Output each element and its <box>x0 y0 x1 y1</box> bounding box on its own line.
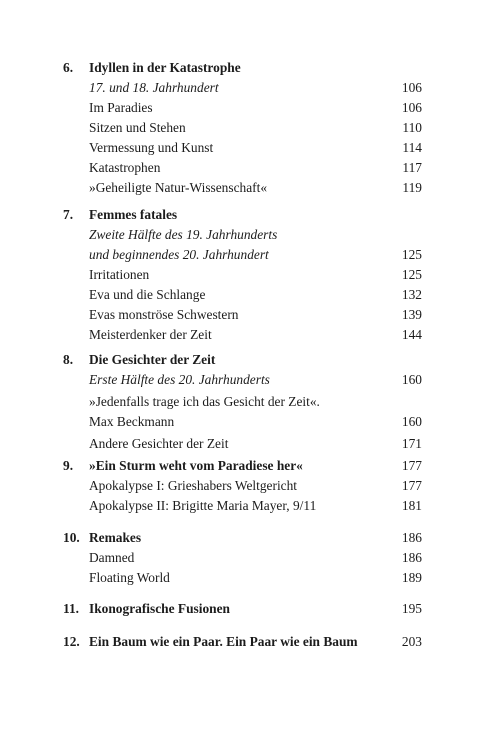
entry-title: Sitzen und Stehen <box>89 120 186 135</box>
page-number: 171 <box>401 436 422 451</box>
page-number: 125 <box>401 267 422 282</box>
chapter-number: 8. <box>63 352 74 367</box>
toc-entry[interactable] <box>0 285 493 305</box>
entry-subtitle: 17. und 18. Jahrhundert <box>89 80 219 95</box>
entry-title: Apokalypse I: Grieshabers Weltgericht <box>89 478 298 493</box>
toc-entry[interactable] <box>0 265 493 285</box>
entry-title: Meisterdenker der Zeit <box>89 327 212 342</box>
chapter-8 <box>0 350 493 454</box>
entry-title: Irritationen <box>89 267 150 282</box>
chapter-number: 6. <box>63 60 74 75</box>
entry-title: Evas monströse Schwestern <box>89 307 239 322</box>
entry-title: Apokalypse II: Brigitte Maria Mayer, 9/11 <box>89 498 317 513</box>
chapter-heading <box>0 58 493 78</box>
entry-subtitle: Zweite Hälfte des 19. Jahrhunderts <box>89 227 278 242</box>
page-number: 177 <box>401 458 422 473</box>
page-number: 186 <box>401 550 422 565</box>
chapter-6 <box>0 58 493 198</box>
toc-entry[interactable] <box>0 178 493 198</box>
chapter-title: Idyllen in der Katastrophe <box>89 60 241 75</box>
entry-title: Damned <box>89 550 135 565</box>
toc-entry[interactable] <box>0 245 493 265</box>
chapter-number: 7. <box>63 207 74 222</box>
toc-entry[interactable] <box>0 434 493 454</box>
toc-entry[interactable] <box>0 78 493 98</box>
entry-title: Andere Gesichter der Zeit <box>89 436 229 451</box>
chapter-9 <box>0 456 493 516</box>
chapter-title: »Ein Sturm weht vom Paradiese her« <box>89 458 303 473</box>
chapter-heading[interactable] <box>0 456 493 476</box>
entry-subtitle: Erste Hälfte des 20. Jahrhunderts <box>89 372 270 387</box>
chapter-heading[interactable] <box>0 599 493 619</box>
page-number: 125 <box>401 247 422 262</box>
page-number: 119 <box>402 180 422 195</box>
chapter-number: 11. <box>63 601 79 616</box>
toc-entry[interactable] <box>0 305 493 325</box>
toc-entry[interactable] <box>0 138 493 158</box>
entry-subtitle: und beginnendes 20. Jahrhundert <box>89 247 269 262</box>
toc-entry[interactable] <box>0 392 493 412</box>
toc-entry[interactable] <box>0 370 493 390</box>
entry-title: »Geheiligte Natur-Wissenschaft« <box>89 180 268 195</box>
entry-title: Max Beckmann <box>89 414 175 429</box>
chapter-heading <box>0 205 493 225</box>
toc-entry[interactable] <box>0 476 493 496</box>
page-number: 181 <box>401 498 422 513</box>
toc-entry[interactable] <box>0 158 493 178</box>
page-number: 177 <box>401 478 422 493</box>
page-number: 189 <box>401 570 422 585</box>
page-number: 117 <box>402 160 422 175</box>
page-number: 110 <box>402 120 422 135</box>
page-number: 139 <box>401 307 422 322</box>
page-number: 114 <box>402 140 422 155</box>
chapter-number: 9. <box>63 458 74 473</box>
chapter-7 <box>0 205 493 345</box>
chapter-heading[interactable] <box>0 528 493 548</box>
entry-title: Eva und die Schlange <box>89 287 206 302</box>
chapter-title: Die Gesichter der Zeit <box>89 352 216 367</box>
toc-entry[interactable] <box>0 98 493 118</box>
page-number: 106 <box>401 100 422 115</box>
page-number: 195 <box>401 601 422 616</box>
entry-title: Katastrophen <box>89 160 161 175</box>
toc-entry[interactable] <box>0 225 493 245</box>
chapter-12 <box>0 632 493 652</box>
toc-entry[interactable] <box>0 118 493 138</box>
chapter-10 <box>0 528 493 588</box>
page-number: 186 <box>401 530 422 545</box>
page-number: 106 <box>401 80 422 95</box>
entry-title: Floating World <box>89 570 170 585</box>
page-number: 160 <box>401 414 422 429</box>
entry-title: Vermessung und Kunst <box>89 140 214 155</box>
toc-entry[interactable] <box>0 496 493 516</box>
toc-entry[interactable] <box>0 325 493 345</box>
toc-entry[interactable] <box>0 412 493 432</box>
chapter-title: Femmes fatales <box>89 207 178 222</box>
toc-entry[interactable] <box>0 568 493 588</box>
page-number: 144 <box>401 327 422 342</box>
toc-entry[interactable] <box>0 548 493 568</box>
page-number: 160 <box>401 372 422 387</box>
chapter-heading[interactable] <box>0 632 493 652</box>
chapter-heading <box>0 350 493 370</box>
chapter-title: Remakes <box>89 530 142 545</box>
chapter-number: 10. <box>63 530 80 545</box>
chapter-number: 12. <box>63 634 80 649</box>
page-number: 203 <box>401 634 422 649</box>
chapter-11 <box>0 599 493 619</box>
page-number: 132 <box>401 287 422 302</box>
entry-title: Im Paradies <box>89 100 153 115</box>
entry-title: »Jedenfalls trage ich das Gesicht der Zeit«. <box>89 394 320 409</box>
chapter-title: Ein Baum wie ein Paar. Ein Paar wie ein Baum <box>89 634 358 649</box>
chapter-title: Ikonografische Fusionen <box>89 601 230 616</box>
